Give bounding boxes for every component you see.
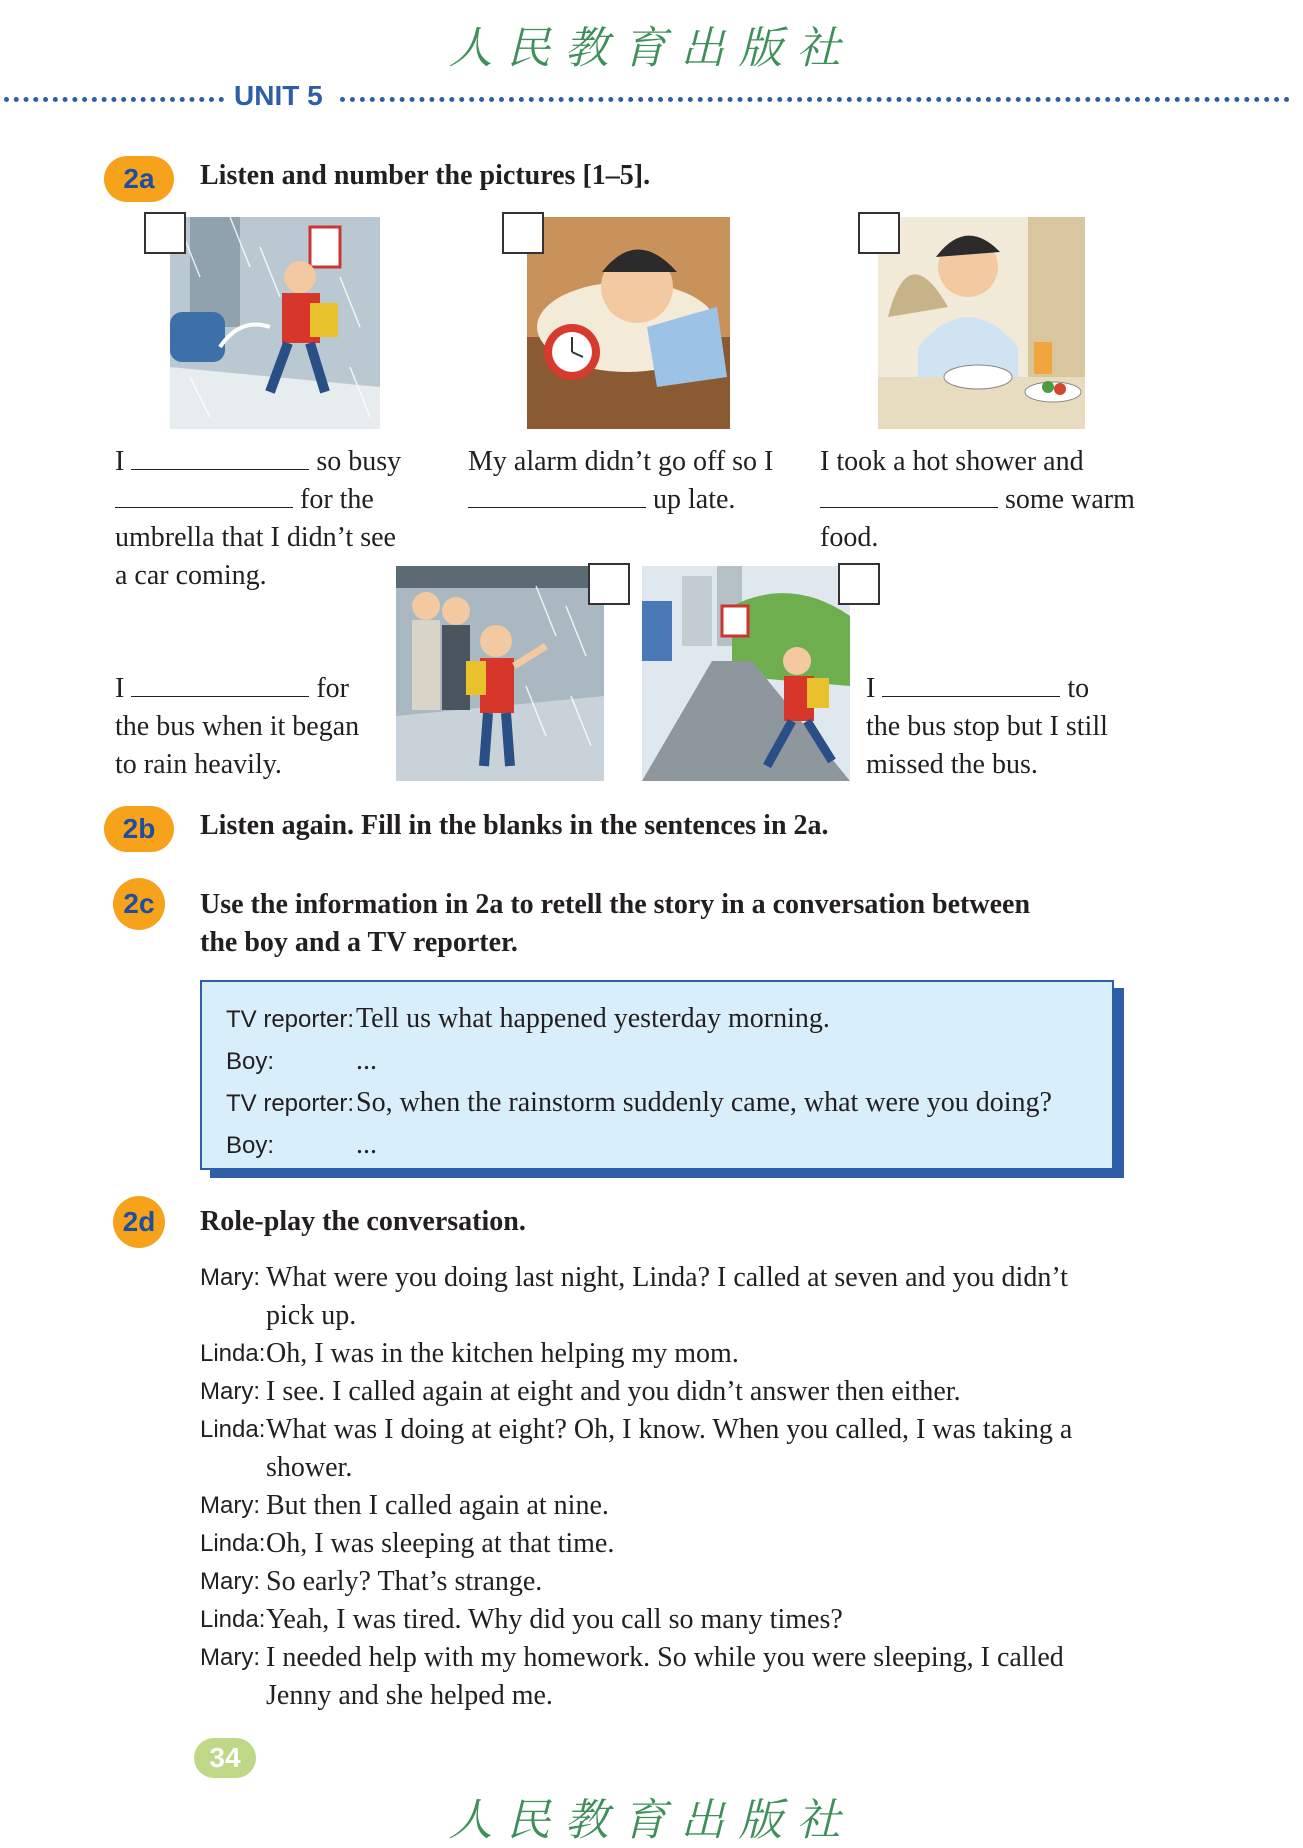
dialogue-line: Boy: ... — [226, 1045, 377, 1076]
instruction-2c-line-1: Use the information in 2a to retell the story in a conversation between — [200, 889, 1031, 920]
dialogue-line: Linda: What was I doing at eight? Oh, I know. When you called, I was taking a shower. — [200, 1414, 1073, 1483]
number-box-5[interactable] — [838, 563, 880, 605]
caption-4-line-2: the bus when it began — [115, 711, 360, 742]
header-dotted-rule-right — [340, 97, 1290, 102]
caption-1-line-1: I so busy — [115, 446, 402, 477]
picture-alarm-bed — [527, 217, 730, 429]
blank-3a[interactable] — [820, 483, 998, 508]
instruction-2a: Listen and number the pictures [1–5]. — [200, 160, 651, 191]
dialogue-line: Mary: What were you doing last night, Linda? I called at seven and you didn’t pick up. — [200, 1262, 1068, 1331]
dialogue-line: Mary: But then I called again at nine. — [200, 1490, 609, 1521]
page-number: 34 — [194, 1738, 256, 1778]
dialogue-line: TV reporter:Tell us what happened yesterday morning. — [226, 1003, 830, 1034]
section-badge-2d: 2d — [113, 1196, 165, 1248]
picture-running-bus-stop — [642, 566, 850, 781]
publisher-logo-footer: 人民教育出版社 — [448, 1795, 855, 1846]
blank-4a[interactable] — [131, 672, 309, 697]
sample-conversation — [226, 1000, 1052, 1168]
caption-4-line-3: to rain heavily. — [115, 749, 282, 780]
caption-5-line-1: I to — [866, 673, 1090, 704]
dialogue-line: Mary: So early? That’s strange. — [200, 1566, 543, 1597]
caption-picture-2 — [468, 443, 798, 519]
blank-1b[interactable] — [115, 483, 293, 508]
caption-2-line-1: My alarm didn’t go off so I — [468, 446, 774, 477]
dialogue-line: Linda: Oh, I was in the kitchen helping my mom. — [200, 1338, 739, 1369]
blank-1a[interactable] — [131, 445, 309, 470]
caption-picture-3 — [820, 443, 1160, 557]
section-badge-2a: 2a — [104, 156, 174, 202]
caption-3-line-3: food. — [820, 522, 879, 553]
instruction-2c — [200, 886, 1030, 962]
dialogue-line: Mary: I needed help with my homework. So while you were sleeping, I called Jenny and she helped me. — [200, 1642, 1064, 1711]
blank-5a[interactable] — [882, 672, 1060, 697]
number-box-1[interactable] — [144, 212, 186, 254]
number-box-4[interactable] — [588, 563, 630, 605]
role-play-dialogue — [200, 1259, 1140, 1715]
caption-3-line-1: I took a hot shower and — [820, 446, 1084, 477]
unit-label: UNIT 5 — [234, 80, 323, 111]
instruction-2c-line-2: the boy and a TV reporter. — [200, 927, 518, 958]
publisher-logo: 人民教育出版社 — [448, 23, 855, 74]
section-badge-2b: 2b — [104, 806, 174, 852]
picture-rain-splash — [170, 217, 380, 429]
caption-5-line-3: missed the bus. — [866, 749, 1038, 780]
number-box-3[interactable] — [858, 212, 900, 254]
instruction-2d: Role-play the conversation. — [200, 1206, 526, 1237]
header-dotted-rule-left — [4, 97, 224, 102]
caption-2-line-2: up late. — [468, 481, 798, 519]
caption-picture-1 — [115, 443, 435, 595]
picture-breakfast — [878, 217, 1085, 429]
dialogue-line: Linda: Oh, I was sleeping at that time. — [200, 1528, 615, 1559]
instruction-2b: Listen again. Fill in the blanks in the sentences in 2a. — [200, 810, 829, 841]
caption-picture-4 — [115, 670, 395, 784]
caption-picture-5 — [866, 670, 1166, 784]
caption-1-line-2: for the — [115, 481, 435, 519]
caption-1-line-3: umbrella that I didn’t see — [115, 522, 396, 553]
caption-5-line-2: the bus stop but I still — [866, 711, 1108, 742]
blank-2a[interactable] — [468, 483, 646, 508]
caption-3-line-2: some warm — [820, 481, 1160, 519]
dialogue-line: Boy: ... — [226, 1129, 377, 1160]
dialogue-line: TV reporter:So, when the rainstorm suddenly came, what were you doing? — [226, 1087, 1052, 1118]
caption-1-line-4: a car coming. — [115, 560, 267, 591]
number-box-2[interactable] — [502, 212, 544, 254]
section-badge-2c: 2c — [113, 878, 165, 930]
sample-conversation-box — [200, 980, 1114, 1170]
picture-bus-stop-rain — [396, 566, 604, 781]
dialogue-line: Linda: Yeah, I was tired. Why did you call so many times? — [200, 1604, 843, 1635]
caption-4-line-1: I for — [115, 673, 349, 704]
dialogue-line: Mary: I see. I called again at eight and you didn’t answer then either. — [200, 1376, 961, 1407]
